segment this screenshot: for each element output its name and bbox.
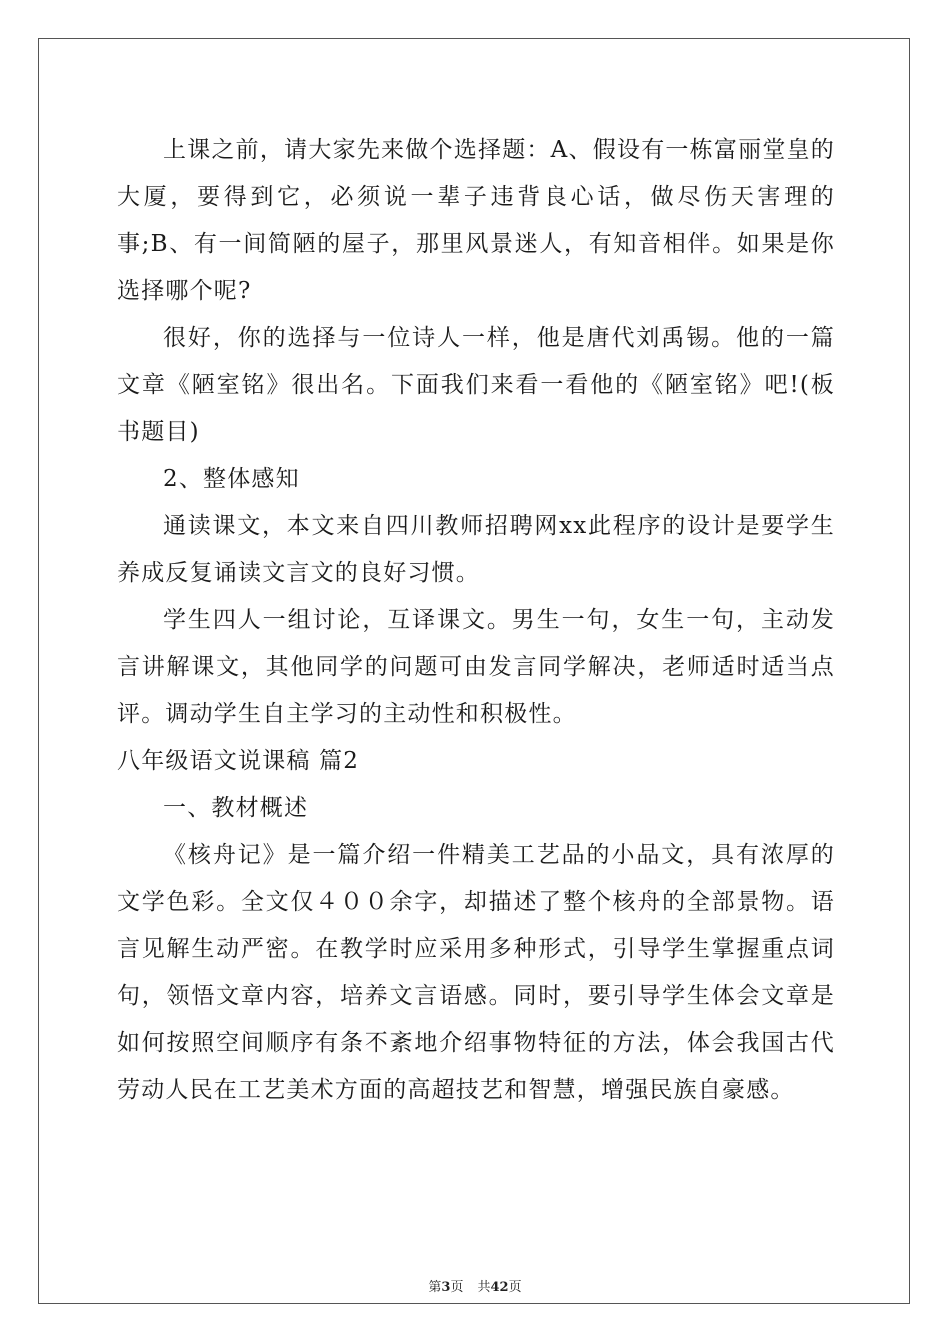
- document-body: [117, 127, 835, 1114]
- section-heading-textbook-overview: 一、教材概述: [163, 795, 309, 821]
- paragraph-poet-intro: 很好，你的选择与一位诗人一样，他是唐代刘禹锡。他的一篇文章《陋室铭》很出名。下面我们来看一看他的《陋室铭》吧!(板书题目): [117, 325, 835, 445]
- footer-prefix: 第: [428, 1280, 442, 1295]
- footer-page-suffix: 页: [450, 1280, 464, 1295]
- paragraph-read-text: 通读课文，本文来自四川教师招聘网xx此程序的设计是要学生养成反复诵读文言文的良好习惯。: [117, 513, 835, 586]
- page-footer: [0, 1276, 950, 1295]
- footer-total-prefix: 共: [477, 1280, 491, 1295]
- footer-total-pages: 42: [490, 1280, 509, 1295]
- footer-page-number: 3: [441, 1280, 451, 1295]
- paragraph-group-discussion: 学生四人一组讨论，互译课文。男生一句，女生一句，主动发言讲解课文，其他同学的问题可由发言同学解决，老师适时适当点评。调动学生自主学习的主动性和积极性。: [117, 607, 835, 727]
- article-title-part-2: 八年级语文说课稿 篇2: [117, 748, 360, 774]
- paragraph-intro-question: 上课之前，请大家先来做个选择题：A、假设有一栋富丽堂皇的大厦，要得到它，必须说一辈子违背良心话，做尽伤天害理的事;B、有一间简陋的屋子，那里风景迷人，有知音相伴。如果是你选择哪个呢?: [117, 137, 835, 304]
- footer-total-suffix: 页: [508, 1280, 522, 1295]
- section-heading-overall-perception: 2、整体感知: [163, 466, 300, 492]
- paragraph-textbook-overview: 《核舟记》是一篇介绍一件精美工艺品的小品文，具有浓厚的文学色彩。全文仅４００余字，却描述了整个核舟的全部景物。语言见解生动严密。在教学时应采用多种形式，引导学生掌握重点词句，领悟文章内容，培养文言语感。同时，要引导学生体会文章是如何按照空间顺序有条不紊地介绍事物特征的方法，体会我国古代劳动人民在工艺美术方面的高超技艺和智慧，增强民族自豪感。: [117, 842, 835, 1103]
